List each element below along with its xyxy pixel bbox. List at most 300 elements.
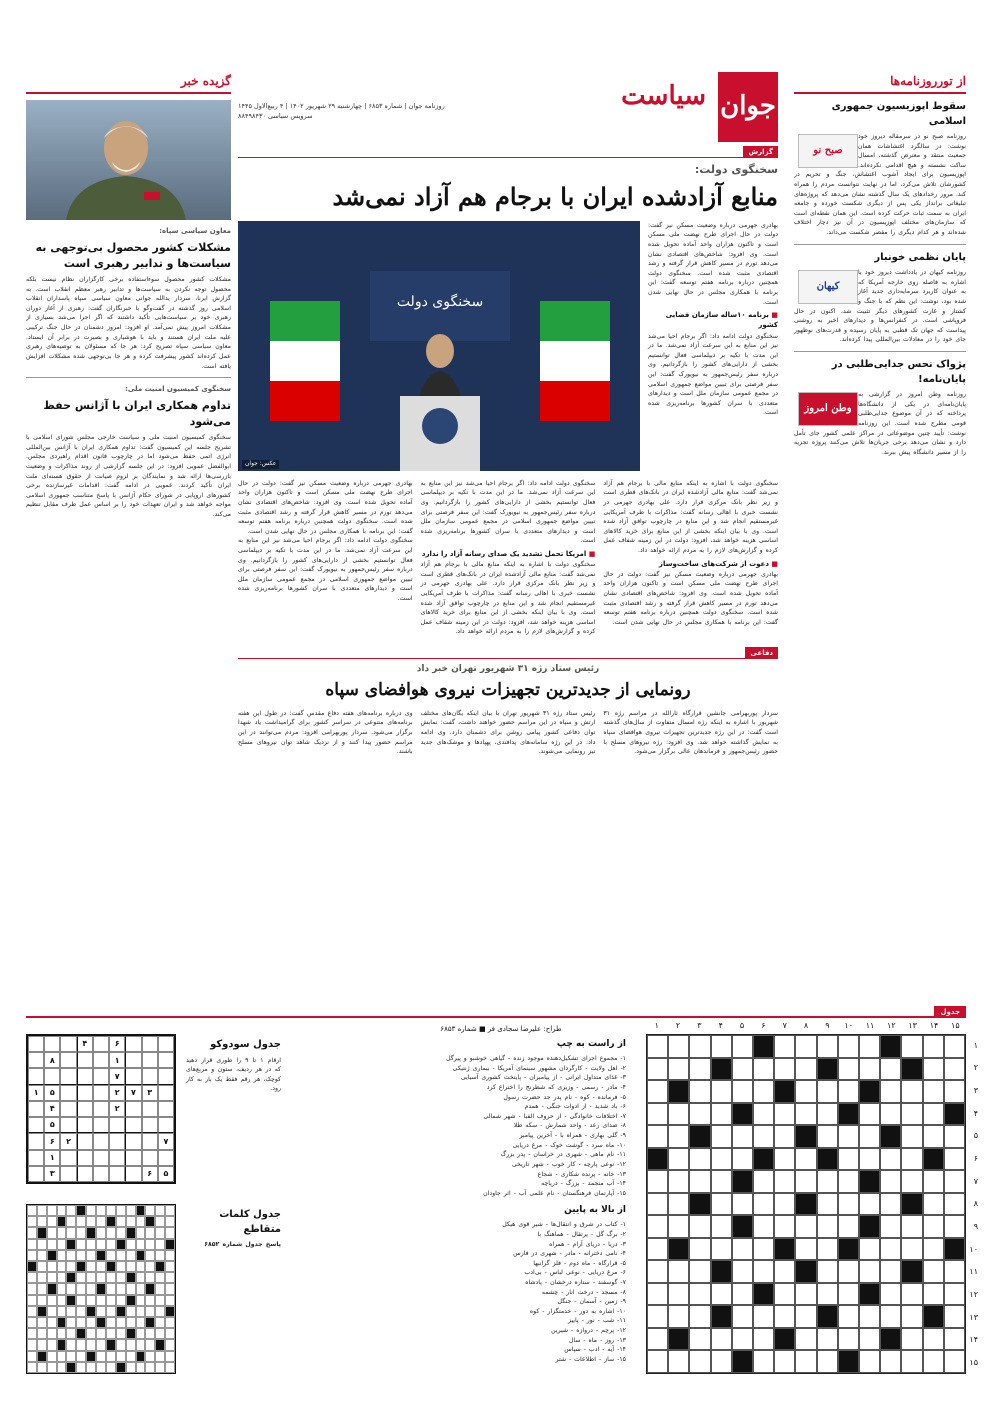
crossword-cell[interactable] bbox=[732, 1238, 753, 1261]
crossword-cell[interactable] bbox=[668, 1125, 689, 1148]
sudoku-cell[interactable] bbox=[77, 1117, 93, 1133]
crossword-cell[interactable] bbox=[753, 1080, 774, 1103]
sudoku-cell[interactable] bbox=[158, 1085, 174, 1101]
sudoku-cell[interactable] bbox=[77, 1101, 93, 1117]
crossword-cell[interactable] bbox=[817, 1103, 838, 1126]
crossword-cell[interactable] bbox=[944, 1148, 965, 1171]
crossword-cell[interactable] bbox=[817, 1215, 838, 1238]
crossword-cell[interactable] bbox=[901, 1125, 922, 1148]
crossword-block bbox=[711, 1058, 732, 1081]
sudoku-cell[interactable] bbox=[60, 1068, 76, 1084]
crossword-cell[interactable] bbox=[689, 1058, 710, 1081]
sudoku-cell[interactable] bbox=[125, 1068, 141, 1084]
sudoku-cell[interactable] bbox=[109, 1133, 125, 1149]
answer-cell bbox=[126, 1250, 136, 1261]
crossword-cell[interactable] bbox=[859, 1035, 880, 1058]
answer-cell bbox=[37, 1351, 47, 1362]
crossword-cell[interactable] bbox=[753, 1103, 774, 1126]
crossword-cell[interactable] bbox=[923, 1283, 944, 1306]
answer-cell bbox=[37, 1216, 47, 1227]
sudoku-cell[interactable] bbox=[142, 1036, 158, 1052]
sudoku-cell[interactable] bbox=[109, 1150, 125, 1166]
crossword-cell[interactable] bbox=[795, 1350, 816, 1373]
crossword-cell[interactable] bbox=[668, 1193, 689, 1216]
crossword-cell[interactable] bbox=[668, 1170, 689, 1193]
sudoku-cell[interactable] bbox=[28, 1052, 44, 1068]
crossword-cell[interactable] bbox=[817, 1125, 838, 1148]
crossword-cell[interactable] bbox=[732, 1328, 753, 1351]
column-number: ۵ bbox=[739, 1021, 745, 1030]
sudoku-cell[interactable] bbox=[142, 1052, 158, 1068]
sudoku-cell[interactable] bbox=[93, 1068, 109, 1084]
column-number: ۱۰ bbox=[844, 1021, 853, 1030]
sudoku-cell[interactable] bbox=[77, 1052, 93, 1068]
crossword-cell[interactable] bbox=[732, 1058, 753, 1081]
crossword-cell[interactable] bbox=[901, 1350, 922, 1373]
sudoku-cell[interactable] bbox=[28, 1166, 44, 1182]
crossword-cell[interactable] bbox=[668, 1215, 689, 1238]
crossword-cell[interactable] bbox=[647, 1238, 668, 1261]
crossword-cell[interactable] bbox=[817, 1080, 838, 1103]
crossword-cell[interactable] bbox=[795, 1215, 816, 1238]
answer-cell bbox=[86, 1328, 96, 1339]
sudoku-cell[interactable] bbox=[77, 1068, 93, 1084]
crossword-cell[interactable] bbox=[901, 1148, 922, 1171]
crossword-cell[interactable] bbox=[689, 1080, 710, 1103]
crossword-cell[interactable] bbox=[753, 1215, 774, 1238]
sudoku-cell[interactable] bbox=[125, 1036, 141, 1052]
crossword-cell[interactable] bbox=[944, 1193, 965, 1216]
crossword-cell[interactable] bbox=[859, 1350, 880, 1373]
crossword-cell[interactable] bbox=[795, 1058, 816, 1081]
answer-cell bbox=[57, 1283, 67, 1294]
crossword-cell[interactable] bbox=[753, 1170, 774, 1193]
crossword-cell[interactable] bbox=[647, 1080, 668, 1103]
answer-cell bbox=[116, 1283, 126, 1294]
crossword-cell[interactable] bbox=[711, 1103, 732, 1126]
crossword-cell[interactable] bbox=[711, 1148, 732, 1171]
sudoku-cell[interactable] bbox=[28, 1036, 44, 1052]
crossword-cell[interactable] bbox=[817, 1238, 838, 1261]
main-side-text bbox=[648, 221, 778, 471]
crossword-cell[interactable] bbox=[647, 1328, 668, 1351]
crossword-cell[interactable] bbox=[689, 1260, 710, 1283]
crossword-cell[interactable] bbox=[795, 1080, 816, 1103]
crossword-cell[interactable] bbox=[647, 1193, 668, 1216]
crossword-cell[interactable] bbox=[689, 1238, 710, 1261]
crossword-cell[interactable] bbox=[880, 1058, 901, 1081]
sudoku-cell[interactable] bbox=[158, 1036, 174, 1052]
crossword-cell[interactable] bbox=[944, 1215, 965, 1238]
crossword-cell[interactable] bbox=[774, 1193, 795, 1216]
crossword-cell[interactable] bbox=[795, 1283, 816, 1306]
sudoku-cell[interactable] bbox=[142, 1068, 158, 1084]
crossword-cell[interactable] bbox=[647, 1350, 668, 1373]
sudoku-cell[interactable] bbox=[125, 1101, 141, 1117]
crossword-cell[interactable] bbox=[923, 1125, 944, 1148]
crossword-cell[interactable] bbox=[732, 1260, 753, 1283]
sudoku-grid[interactable] bbox=[26, 1034, 176, 1184]
crossword-cell[interactable] bbox=[901, 1305, 922, 1328]
answer-cell bbox=[155, 1261, 165, 1272]
crossword-cell[interactable] bbox=[774, 1148, 795, 1171]
crossword-cell[interactable] bbox=[795, 1170, 816, 1193]
crossword-cell[interactable] bbox=[774, 1035, 795, 1058]
crossword-cell[interactable] bbox=[711, 1350, 732, 1373]
crossword-cell[interactable] bbox=[647, 1125, 668, 1148]
crossword-row-numbers bbox=[969, 1034, 978, 1374]
crossword-block bbox=[689, 1125, 710, 1148]
answer-cell bbox=[165, 1261, 175, 1272]
defense-headline: رونمایی از جدیدترین تجهیزات نیروی هوافضای سپاه bbox=[325, 680, 691, 701]
crossword-cell[interactable] bbox=[774, 1170, 795, 1193]
sudoku-cell[interactable] bbox=[142, 1150, 158, 1166]
crossword-cell[interactable] bbox=[944, 1350, 965, 1373]
column-number: ۹ bbox=[825, 1021, 830, 1030]
answer-cell bbox=[106, 1261, 116, 1272]
sudoku-cell[interactable] bbox=[28, 1117, 44, 1133]
crossword-cell[interactable] bbox=[753, 1328, 774, 1351]
crossword-cell[interactable] bbox=[880, 1350, 901, 1373]
crossword-cell[interactable] bbox=[689, 1328, 710, 1351]
crossword-cell[interactable] bbox=[923, 1058, 944, 1081]
crossword-cell[interactable] bbox=[923, 1035, 944, 1058]
crossword-cell[interactable] bbox=[880, 1148, 901, 1171]
sudoku-cell[interactable] bbox=[125, 1150, 141, 1166]
crossword-cell[interactable] bbox=[774, 1260, 795, 1283]
crossword-cell[interactable] bbox=[944, 1328, 965, 1351]
answer-cell bbox=[27, 1339, 37, 1350]
crossword-cell[interactable] bbox=[647, 1035, 668, 1058]
sudoku-cell[interactable] bbox=[125, 1052, 141, 1068]
crossword-cell[interactable] bbox=[923, 1260, 944, 1283]
crossword-cell[interactable] bbox=[774, 1350, 795, 1373]
crossword-cell[interactable] bbox=[838, 1305, 859, 1328]
article-body: سخنگوی دولت با اشاره به اینکه منابع مالی با برجام هم آزاد نمی‌شد گفت: منابع مالی آزادشده ایران در بانک‌های قطری است و زیر نظر بانک مرکزی قرار دارد. علی بهادری جهرمی در نشست خبری با اهالی رسانه گفت: مذاکرات با طرف آمریکایی غیرمستقیم انجام شد و این منابع در چارچوب توافق آزاد شده است. وی با بیان اینکه بخشی از این منابع برای خرید کالاهای اساسی هزینه خواهد شد، افزود: دولت در این زمینه شفاف عمل کرده و گزارش‌های لازم را به مردم ارائه خواهد داد. bbox=[420, 561, 596, 636]
crossword-cell[interactable] bbox=[668, 1305, 689, 1328]
crossword-cell[interactable] bbox=[859, 1260, 880, 1283]
crossword-cell[interactable] bbox=[668, 1103, 689, 1126]
crossword-cell[interactable] bbox=[859, 1148, 880, 1171]
crossword-cell[interactable] bbox=[923, 1350, 944, 1373]
crossword-cell[interactable] bbox=[689, 1103, 710, 1126]
crossword-cell[interactable] bbox=[711, 1328, 732, 1351]
article-title: پایان نظمی خونبار bbox=[874, 251, 966, 263]
answer-cell bbox=[86, 1272, 96, 1283]
crossword-cell[interactable] bbox=[859, 1238, 880, 1261]
crossword-cell[interactable] bbox=[817, 1350, 838, 1373]
crossword-cell[interactable] bbox=[647, 1260, 668, 1283]
crossword-cell[interactable] bbox=[838, 1035, 859, 1058]
sudoku-cell[interactable] bbox=[60, 1150, 76, 1166]
crossword-cell[interactable] bbox=[668, 1035, 689, 1058]
sudoku-cell[interactable] bbox=[93, 1133, 109, 1149]
sudoku-cell: ۳ bbox=[142, 1085, 158, 1101]
crossword-cell[interactable] bbox=[711, 1215, 732, 1238]
crossword-cell[interactable] bbox=[711, 1193, 732, 1216]
crossword-cell[interactable] bbox=[838, 1058, 859, 1081]
crossword-cell[interactable] bbox=[647, 1103, 668, 1126]
crossword-cell[interactable] bbox=[753, 1238, 774, 1261]
crossword-cell[interactable] bbox=[880, 1238, 901, 1261]
crossword-cell[interactable] bbox=[795, 1103, 816, 1126]
crossword-cell[interactable] bbox=[880, 1080, 901, 1103]
sudoku-cell[interactable] bbox=[44, 1036, 60, 1052]
answer-cell bbox=[47, 1295, 57, 1306]
crossword-cell[interactable] bbox=[732, 1125, 753, 1148]
crossword-cell[interactable] bbox=[923, 1238, 944, 1261]
crossword-cell[interactable] bbox=[753, 1058, 774, 1081]
crossword-cell[interactable] bbox=[880, 1283, 901, 1306]
crossword-cell[interactable] bbox=[647, 1305, 668, 1328]
crossword-cell[interactable] bbox=[732, 1193, 753, 1216]
crossword-cell[interactable] bbox=[689, 1350, 710, 1373]
crossword-cell[interactable] bbox=[647, 1283, 668, 1306]
sudoku-cell[interactable] bbox=[158, 1150, 174, 1166]
answer-cell bbox=[66, 1227, 76, 1238]
sudoku-cell[interactable] bbox=[60, 1101, 76, 1117]
crossword-cell[interactable] bbox=[795, 1328, 816, 1351]
answer-cell bbox=[116, 1328, 126, 1339]
crossword-cell[interactable] bbox=[817, 1260, 838, 1283]
row-number: ۱۲ bbox=[969, 1289, 978, 1299]
crossword-cell[interactable] bbox=[689, 1215, 710, 1238]
sudoku-cell[interactable] bbox=[93, 1117, 109, 1133]
crossword-cell[interactable] bbox=[732, 1148, 753, 1171]
crossword-cell[interactable] bbox=[923, 1215, 944, 1238]
crossword-cell[interactable] bbox=[774, 1103, 795, 1126]
crossword-cell[interactable] bbox=[859, 1125, 880, 1148]
crossword-cell[interactable] bbox=[944, 1080, 965, 1103]
crossword-cell[interactable] bbox=[753, 1125, 774, 1148]
sudoku-cell[interactable] bbox=[93, 1150, 109, 1166]
crossword-cell[interactable] bbox=[923, 1193, 944, 1216]
crossword-cell[interactable] bbox=[944, 1305, 965, 1328]
sudoku-cell[interactable] bbox=[93, 1085, 109, 1101]
sudoku-cell[interactable] bbox=[60, 1052, 76, 1068]
crossword-cell[interactable] bbox=[711, 1170, 732, 1193]
crossword-cell[interactable] bbox=[774, 1058, 795, 1081]
person-icon bbox=[26, 100, 231, 220]
crossword-cell[interactable] bbox=[817, 1283, 838, 1306]
answer-cell bbox=[37, 1295, 47, 1306]
answer-cell bbox=[76, 1362, 86, 1373]
crossword-cell[interactable] bbox=[859, 1328, 880, 1351]
sudoku-cell[interactable] bbox=[93, 1052, 109, 1068]
crossword-cell[interactable] bbox=[774, 1283, 795, 1306]
crossword-cell[interactable] bbox=[711, 1080, 732, 1103]
sudoku-cell[interactable] bbox=[109, 1166, 125, 1182]
answer-cell bbox=[126, 1216, 136, 1227]
crossword-cell[interactable] bbox=[795, 1305, 816, 1328]
crossword-cell[interactable] bbox=[944, 1283, 965, 1306]
answer-cell bbox=[76, 1205, 86, 1216]
sudoku-cell[interactable] bbox=[125, 1133, 141, 1149]
sudoku-cell[interactable] bbox=[158, 1117, 174, 1133]
crossword-cell[interactable] bbox=[838, 1080, 859, 1103]
answer-cell bbox=[106, 1250, 116, 1261]
crossword-cell[interactable] bbox=[795, 1148, 816, 1171]
answer-cell bbox=[66, 1295, 76, 1306]
crossword-cell[interactable] bbox=[668, 1148, 689, 1171]
crossword-cell[interactable] bbox=[923, 1328, 944, 1351]
crossword-cell[interactable] bbox=[880, 1260, 901, 1283]
sudoku-cell[interactable] bbox=[125, 1117, 141, 1133]
crossword-cell[interactable] bbox=[838, 1328, 859, 1351]
crossword-cell[interactable] bbox=[838, 1215, 859, 1238]
sudoku-cell[interactable] bbox=[93, 1101, 109, 1117]
sudoku-cell[interactable] bbox=[93, 1166, 109, 1182]
sudoku-cell[interactable] bbox=[77, 1166, 93, 1182]
article-title: مشکلات کشور محصول بی‌توجهی به سیاست‌ها و تدابیر رهبری است bbox=[35, 241, 231, 271]
crossword-cell[interactable] bbox=[859, 1103, 880, 1126]
crossword-cell[interactable] bbox=[880, 1193, 901, 1216]
crossword-cell[interactable] bbox=[689, 1305, 710, 1328]
answer-cell bbox=[136, 1205, 146, 1216]
answer-cell bbox=[106, 1227, 116, 1238]
crossword-cell[interactable] bbox=[859, 1305, 880, 1328]
sudoku-cell[interactable] bbox=[142, 1101, 158, 1117]
crossword-cell[interactable] bbox=[838, 1170, 859, 1193]
answer-cell bbox=[86, 1261, 96, 1272]
crossword-cell[interactable] bbox=[647, 1170, 668, 1193]
sudoku-cell[interactable] bbox=[60, 1166, 76, 1182]
sudoku-cell[interactable] bbox=[28, 1133, 44, 1149]
crossword-cell[interactable] bbox=[901, 1170, 922, 1193]
crossword-grid[interactable] bbox=[646, 1034, 966, 1374]
crossword-cell[interactable] bbox=[901, 1215, 922, 1238]
article-kicker: معاون سیاسی سپاه: bbox=[159, 227, 231, 235]
crossword-cell[interactable] bbox=[880, 1215, 901, 1238]
sudoku-cell[interactable] bbox=[158, 1068, 174, 1084]
crossword-cell[interactable] bbox=[901, 1035, 922, 1058]
sudoku-cell[interactable] bbox=[28, 1150, 44, 1166]
crossword-cell[interactable] bbox=[901, 1238, 922, 1261]
crossword-cell[interactable] bbox=[838, 1125, 859, 1148]
crossword-cell[interactable] bbox=[838, 1193, 859, 1216]
crossword-cell[interactable] bbox=[732, 1080, 753, 1103]
crossword-cell[interactable] bbox=[668, 1260, 689, 1283]
sudoku-cell[interactable] bbox=[60, 1085, 76, 1101]
answer-cell bbox=[126, 1362, 136, 1373]
crossword-cell[interactable] bbox=[838, 1260, 859, 1283]
answer-cell bbox=[145, 1283, 155, 1294]
answer-cell bbox=[76, 1250, 86, 1261]
crossword-cell[interactable] bbox=[647, 1058, 668, 1081]
answer-title: پاسخ جدول شماره ۶۸۵۲ bbox=[204, 1241, 281, 1248]
crossword-cell[interactable] bbox=[817, 1035, 838, 1058]
crossword-cell[interactable] bbox=[711, 1035, 732, 1058]
crossword-cell[interactable] bbox=[838, 1283, 859, 1306]
answer-cell bbox=[155, 1328, 165, 1339]
crossword-cell[interactable] bbox=[944, 1035, 965, 1058]
crossword-cell[interactable] bbox=[901, 1328, 922, 1351]
sudoku-cell[interactable] bbox=[60, 1117, 76, 1133]
sudoku-cell[interactable] bbox=[60, 1036, 76, 1052]
crossword-cell[interactable] bbox=[944, 1260, 965, 1283]
crossword-cell[interactable] bbox=[923, 1103, 944, 1126]
crossword-cell[interactable] bbox=[711, 1125, 732, 1148]
answer-cell bbox=[145, 1328, 155, 1339]
crossword-cell[interactable] bbox=[774, 1305, 795, 1328]
crossword-cell[interactable] bbox=[795, 1238, 816, 1261]
answer-cell bbox=[96, 1351, 106, 1362]
crossword-cell[interactable] bbox=[689, 1148, 710, 1171]
answer-cell bbox=[165, 1272, 175, 1283]
sudoku-cell[interactable] bbox=[77, 1085, 93, 1101]
sudoku-cell[interactable] bbox=[77, 1133, 93, 1149]
answer-cell bbox=[106, 1317, 116, 1328]
crossword-cell[interactable] bbox=[880, 1170, 901, 1193]
crossword-cell[interactable] bbox=[774, 1215, 795, 1238]
sudoku-cell[interactable] bbox=[28, 1101, 44, 1117]
sudoku-cell[interactable] bbox=[158, 1052, 174, 1068]
crossword-cell[interactable] bbox=[668, 1350, 689, 1373]
crossword-cell[interactable] bbox=[944, 1058, 965, 1081]
crossword-cell[interactable] bbox=[901, 1283, 922, 1306]
crossword-cell[interactable] bbox=[817, 1328, 838, 1351]
crossword-block bbox=[753, 1283, 774, 1306]
puzzles-tag: جدول bbox=[934, 1006, 966, 1018]
crossword-cell[interactable] bbox=[817, 1193, 838, 1216]
crossword-cell[interactable] bbox=[923, 1170, 944, 1193]
crossword-cell[interactable] bbox=[668, 1058, 689, 1081]
crossword-cell[interactable] bbox=[732, 1283, 753, 1306]
crossword-cell[interactable] bbox=[753, 1260, 774, 1283]
crossword-cell[interactable] bbox=[880, 1305, 901, 1328]
crossword-cell[interactable] bbox=[859, 1058, 880, 1081]
crossword-cell[interactable] bbox=[711, 1238, 732, 1261]
sudoku-cell[interactable] bbox=[142, 1133, 158, 1149]
answer-cell bbox=[145, 1227, 155, 1238]
crossword-cell[interactable] bbox=[753, 1305, 774, 1328]
crossword-cell[interactable] bbox=[753, 1350, 774, 1373]
sudoku-cell[interactable] bbox=[77, 1150, 93, 1166]
crossword-cell[interactable] bbox=[880, 1103, 901, 1126]
sudoku-cell[interactable] bbox=[44, 1068, 60, 1084]
sudoku-cell[interactable] bbox=[93, 1036, 109, 1052]
crossword-cell[interactable] bbox=[732, 1035, 753, 1058]
crossword-cell[interactable] bbox=[901, 1080, 922, 1103]
crossword-cell[interactable] bbox=[689, 1283, 710, 1306]
answer-cell bbox=[96, 1205, 106, 1216]
crossword-cell[interactable] bbox=[753, 1193, 774, 1216]
crossword-cell[interactable] bbox=[944, 1125, 965, 1148]
crossword-cell[interactable] bbox=[817, 1170, 838, 1193]
crossword-cell[interactable] bbox=[944, 1170, 965, 1193]
crossword-cell[interactable] bbox=[859, 1193, 880, 1216]
crossword-cell[interactable] bbox=[647, 1215, 668, 1238]
sudoku-cell[interactable] bbox=[28, 1068, 44, 1084]
crossword-cell[interactable] bbox=[774, 1125, 795, 1148]
sudoku-cell[interactable] bbox=[125, 1166, 141, 1182]
answer-cell bbox=[165, 1351, 175, 1362]
crossword-cell[interactable] bbox=[711, 1283, 732, 1306]
crossword-cell[interactable] bbox=[901, 1103, 922, 1126]
crossword-cell[interactable] bbox=[795, 1035, 816, 1058]
sudoku-cell[interactable] bbox=[142, 1117, 158, 1133]
crossword-cell[interactable] bbox=[689, 1035, 710, 1058]
answer-cell bbox=[96, 1317, 106, 1328]
crossword-cell[interactable] bbox=[923, 1080, 944, 1103]
crossword-cell[interactable] bbox=[732, 1305, 753, 1328]
sudoku-cell[interactable] bbox=[158, 1101, 174, 1117]
crossword-cell[interactable] bbox=[668, 1283, 689, 1306]
sudoku-cell[interactable] bbox=[109, 1117, 125, 1133]
crossword-cell[interactable] bbox=[689, 1170, 710, 1193]
answer-cell bbox=[27, 1250, 37, 1261]
crossword-cell[interactable] bbox=[838, 1148, 859, 1171]
